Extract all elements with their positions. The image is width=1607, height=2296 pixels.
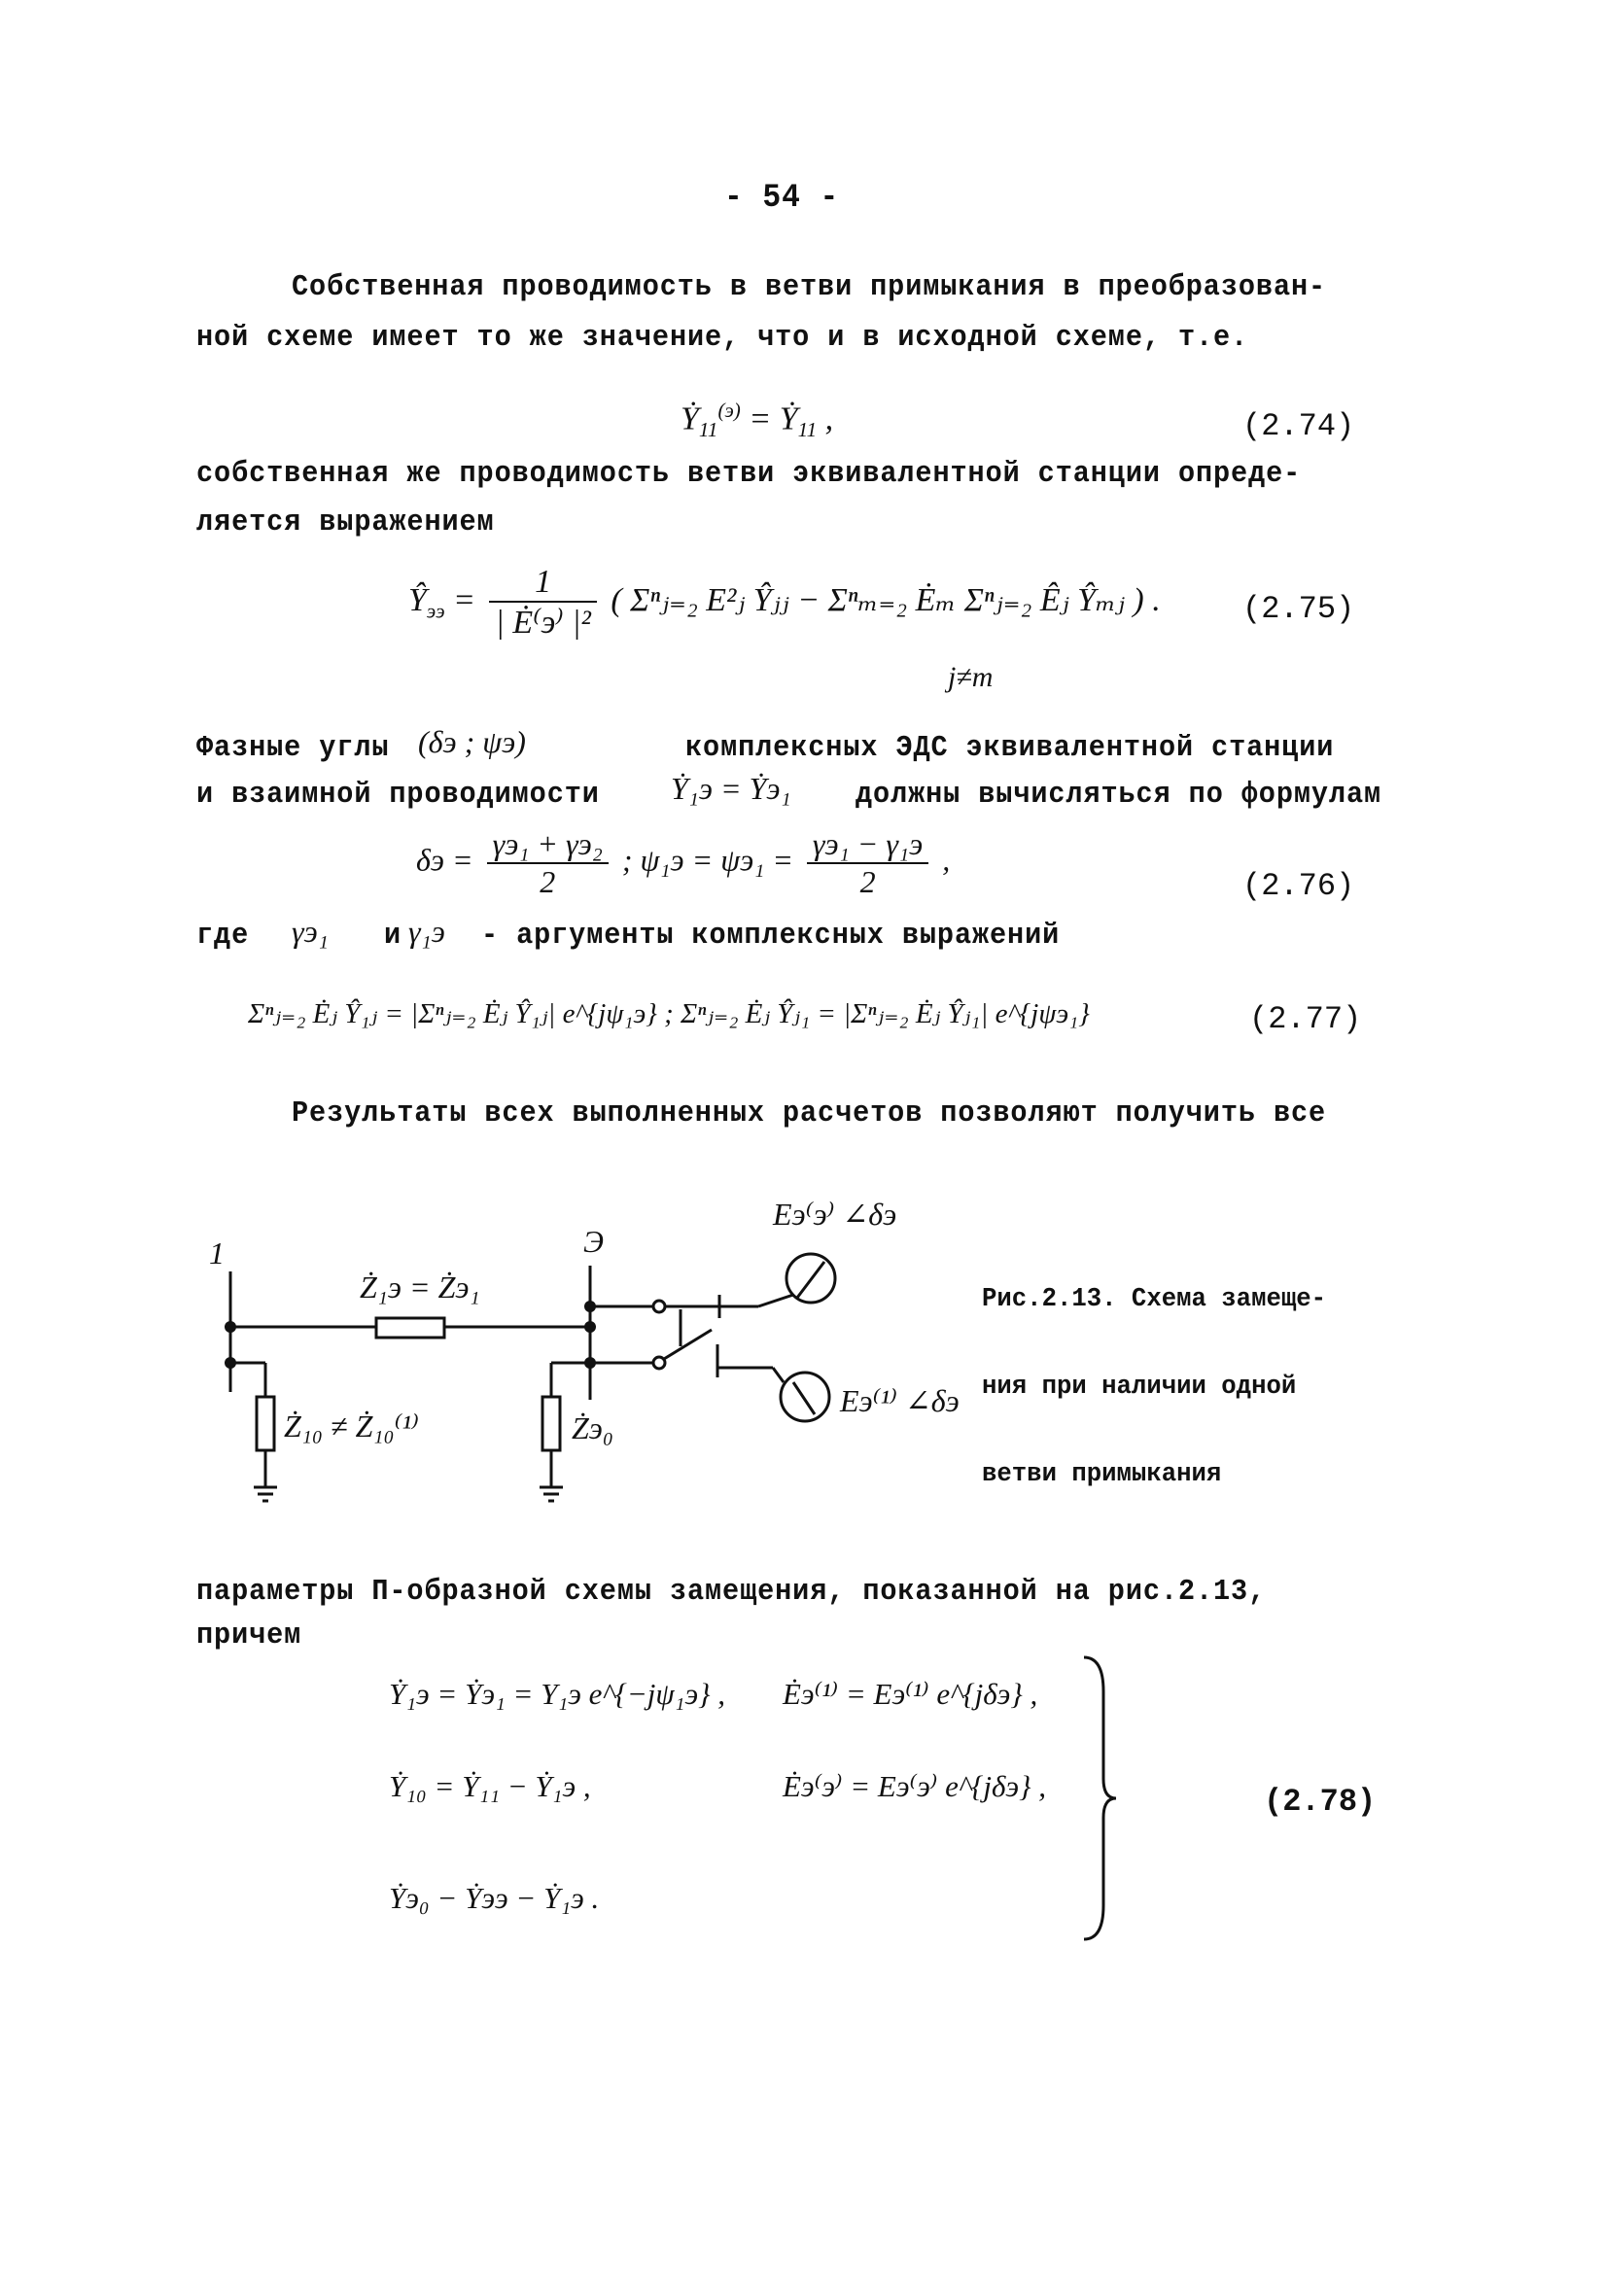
- paragraph-line: причем: [196, 1618, 302, 1652]
- equation-2-77: Σⁿⱼ₌₂ Ėⱼ Ŷ₁ⱼ = |Σⁿⱼ₌₂ Ėⱼ Ŷ₁ⱼ| e^{jψ₁э} ; Σⁿⱼ₌₂ Ėⱼ Ŷⱼ₁ = |Σⁿⱼ₌₂ Ėⱼ Ŷⱼ₁| e^{jψэ₁}: [248, 998, 1090, 1029]
- eq-term: =: [453, 581, 475, 618]
- equation-number: (2.78): [1264, 1784, 1377, 1820]
- eq-condition: j≠m: [948, 661, 994, 693]
- eq-term: ( Σⁿⱼ₌₂ E²ⱼ Ŷⱼⱼ − Σⁿₘ₌₂ Ėₘ Σⁿⱼ₌₂ Êⱼ Ŷₘⱼ ) .: [611, 581, 1161, 618]
- paragraph-line: собственная же проводимость ветви эквивалентной станции опреде-: [196, 457, 1302, 491]
- paragraph-line: ной схеме имеет то же значение, что и в исходной схеме, т.е.: [196, 321, 1249, 355]
- angles-symbols: (δэ ; ψэ): [418, 724, 526, 759]
- eq-denominator: 2: [540, 864, 556, 899]
- gamma-symbol: γэ₁: [292, 914, 329, 949]
- z1e-label: Ż₁э = Żэ₁: [360, 1270, 480, 1305]
- paragraph-line: и: [384, 919, 402, 953]
- mutual-symbol: Ẏ₁э = Ẏэ₁: [671, 771, 791, 806]
- eq-fraction: [487, 826, 609, 900]
- equation-number: (2.76): [1242, 868, 1355, 904]
- eq-term: ,: [824, 400, 834, 437]
- equivalent-circuit-diagram: [175, 1166, 972, 1536]
- eq-term: δэ =: [416, 842, 473, 878]
- eq-fraction: [807, 826, 928, 900]
- source-top-label: Eэ⁽э⁾ ∠δэ: [773, 1197, 897, 1232]
- gamma-symbol: γ₁э: [408, 914, 445, 949]
- right-brace: [1079, 1652, 1118, 1944]
- resistor-z1e: [376, 1318, 444, 1338]
- eq-2-78-line: Ẏэ₀ − Ẏээ − Ẏ₁э .: [389, 1881, 600, 1915]
- eq-2-78-line: Ẏ₁₀ = Ẏ₁₁ − Ẏ₁э ,: [389, 1769, 591, 1803]
- eq-term: Ẏ: [681, 400, 699, 437]
- caption-line: ветви примыкания: [982, 1460, 1222, 1489]
- eq-sup: (э): [717, 399, 741, 422]
- eq-numerator: 1: [489, 564, 596, 603]
- source-bottom-label: Eэ⁽¹⁾ ∠δэ: [840, 1383, 960, 1418]
- paragraph-line: Собственная проводимость в ветви примыкания в преобразован-: [292, 270, 1327, 304]
- eq-term: Ŷ: [408, 581, 427, 618]
- paragraph-line: комплексных ЭДС эквивалентной станции: [685, 731, 1335, 765]
- z10-label: Ż₁₀ ≠ Ż₁₀⁽¹⁾: [284, 1409, 419, 1444]
- paragraph-line: Результаты всех выполненных расчетов позволяют получить все: [292, 1096, 1327, 1131]
- eq-denominator: | Ė⁽э⁾ |²: [495, 605, 591, 641]
- eq-2-78-line: Ėэ⁽¹⁾ = Eэ⁽¹⁾ e^{jδэ} ,: [783, 1677, 1038, 1711]
- eq-term: ; ψ₁э = ψэ₁ =: [621, 842, 793, 878]
- eq-denominator: 2: [859, 864, 876, 899]
- paragraph-line: должны вычисляться по формулам: [856, 778, 1382, 812]
- caption-line: ния при наличии одной: [982, 1373, 1297, 1402]
- node-e-label: Э: [583, 1224, 604, 1259]
- paragraph-line: Фазные углы: [196, 731, 390, 765]
- equation-number: (2.77): [1249, 1001, 1362, 1037]
- figure-caption: [982, 1227, 1326, 1518]
- eq-term: = Ẏ: [749, 400, 798, 437]
- eq-numerator: γэ₁ + γэ₂: [487, 826, 609, 864]
- page-number: - 54 -: [724, 180, 840, 217]
- eq-sub: 11: [698, 418, 718, 442]
- eq-term: ,: [942, 842, 951, 878]
- eq-2-78-line: Ėэ⁽э⁾ = Eэ⁽э⁾ e^{jδэ} ,: [783, 1769, 1046, 1803]
- paragraph-line: ляется выражением: [196, 505, 495, 539]
- ze0-label: Żэ₀: [572, 1410, 614, 1445]
- equation-2-76: [416, 826, 950, 900]
- equation-2-74: [681, 399, 833, 442]
- source-bottom: [781, 1373, 829, 1421]
- eq-numerator: γэ₁ − γ₁э: [807, 826, 928, 864]
- eq-2-78-line: Ẏ₁э = Ẏэ₁ = Y₁э e^{−jψ₁э} ,: [389, 1677, 726, 1711]
- paragraph-line: - аргументы комплексных выражений: [481, 919, 1061, 953]
- caption-line: Рис.2.13. Схема замеще-: [982, 1285, 1327, 1314]
- paragraph-line: параметры П-образной схемы замещения, показанной на рис.2.13,: [196, 1575, 1267, 1609]
- equation-2-75: [408, 564, 1161, 642]
- resistor-ze0: [542, 1397, 560, 1450]
- equation-number: (2.75): [1242, 591, 1355, 627]
- eq-sub: ээ: [426, 599, 445, 623]
- resistor-z10: [257, 1397, 274, 1450]
- node-1-label: 1: [209, 1235, 225, 1270]
- equation-number: (2.74): [1242, 408, 1355, 444]
- eq-sub: 11: [797, 418, 818, 442]
- eq-fraction: [489, 564, 596, 642]
- paragraph-line: и взаимной проводимости: [196, 778, 600, 812]
- paragraph-line: где: [196, 919, 250, 953]
